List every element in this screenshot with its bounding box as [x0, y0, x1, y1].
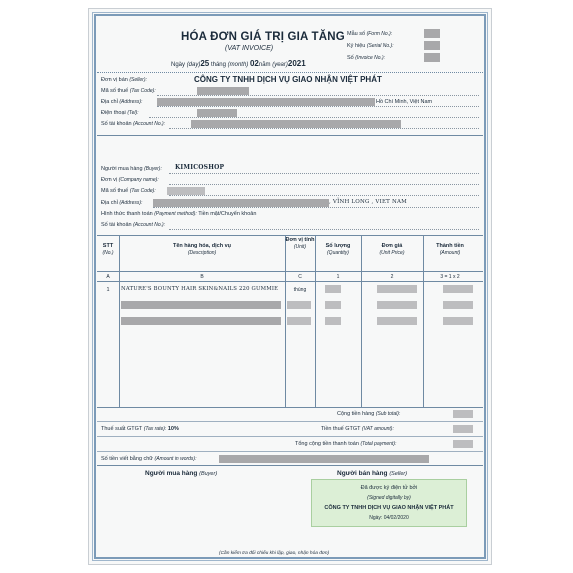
header-divider	[97, 72, 483, 73]
redacted-row1-qty	[325, 285, 341, 293]
date-month-label: tháng	[210, 62, 226, 68]
totals-divider	[97, 421, 483, 422]
idx-2: 2	[390, 274, 394, 280]
serial-no-label: Ký hiệu	[347, 43, 366, 49]
idx-a: A	[106, 274, 110, 280]
words-divider	[97, 465, 483, 466]
dotted-line	[149, 117, 479, 118]
date-month-en: (month)	[227, 62, 249, 68]
redacted-seller-tax	[197, 87, 249, 95]
redacted-row3-qty	[325, 317, 341, 325]
invoice-no-label: Số	[347, 55, 354, 61]
col-divider	[315, 235, 316, 407]
redacted-seller-phone	[197, 109, 237, 117]
redacted-row2-qty	[325, 301, 341, 309]
words-label: Số tiền viết bằng chữ (Amount in words):	[101, 456, 197, 462]
th-unit-price: Đơn giá (Unit Price)	[379, 243, 405, 256]
redacted-row2-amount	[443, 301, 473, 309]
redacted-row2-price	[377, 301, 417, 309]
invoice-title: HÓA ĐƠN GIÁ TRỊ GIA TĂNG	[181, 31, 345, 43]
redacted-seller-address	[157, 98, 375, 106]
date-day-en: (day)	[186, 62, 201, 68]
redacted-vat	[453, 425, 473, 433]
row1-unit: thùng	[293, 287, 307, 293]
redacted-row3-description	[121, 317, 281, 325]
buyer-tax-label: Mã số thuế (Tax Code):	[101, 188, 156, 194]
date-month-value: 02	[249, 59, 259, 68]
redacted-row2-unit	[287, 301, 311, 309]
redacted-buyer-tax	[167, 187, 205, 195]
date-day-label: Ngày	[171, 62, 186, 68]
dotted-line	[169, 195, 479, 196]
date-year-value: 2021	[287, 59, 306, 68]
th-quantity: Số lượng (Quantity)	[325, 243, 351, 256]
redacted-seller-account	[191, 120, 401, 128]
idx-c: C	[298, 274, 302, 280]
redacted-row3-price	[377, 317, 417, 325]
seller-account-label: Số tài khoản (Account No.):	[101, 121, 166, 127]
date-day-value: 25	[200, 59, 210, 68]
idx-1: 1	[336, 274, 340, 280]
seller-phone-label: Điện thoại (Tel):	[101, 110, 139, 116]
date-year-en: (year)	[272, 62, 288, 68]
dotted-line	[169, 229, 479, 230]
buyer-account-label: Số tài khoản (Account No.):	[101, 222, 166, 228]
tax-rate-label: Thuế suất GTGT (Tax rate): 10%	[101, 426, 179, 432]
seller-address-label: Địa chỉ (Address):	[101, 99, 143, 105]
invoice-no-en: (Invoice No.):	[355, 55, 385, 61]
redacted-buyer-address	[153, 199, 329, 207]
invoice-date	[171, 59, 306, 68]
buyer-address-label: Địa chỉ (Address):	[101, 200, 143, 206]
row1-description: NATURE'S BOUNTY HAIR SKIN&NAILS 220 GUMMIE	[121, 286, 279, 292]
dotted-line	[169, 173, 479, 174]
form-no-row	[347, 31, 392, 37]
digital-signature-box	[311, 479, 467, 527]
invoice-no-row	[347, 55, 385, 61]
signed-by-en: (Signed digitally by)	[367, 495, 411, 501]
th-description: Tên hàng hóa, dịch vụ (Description)	[172, 243, 232, 256]
buyer-value: KIMICOSHOP	[175, 164, 225, 171]
seller-unit-value: CÔNG TY TNHH DỊCH VỤ GIAO NHẬN VIỆT PHÁT	[194, 75, 382, 84]
redacted-row3-amount	[443, 317, 473, 325]
col-divider	[361, 235, 362, 407]
buyer-company-label: Đơn vị (Company name):	[101, 177, 159, 183]
seller-tax-label: Mã số thuế (Tax Code):	[101, 88, 156, 94]
th-amount: Thành tiền (Amount)	[436, 243, 464, 256]
redacted-subtotal	[453, 410, 473, 418]
buyer-label: Người mua hàng (Buyer):	[101, 166, 162, 172]
totals-divider	[97, 451, 483, 452]
table-header-bottom	[97, 271, 483, 272]
redacted-total	[453, 440, 473, 448]
dotted-line	[169, 128, 479, 129]
dotted-line	[157, 106, 479, 107]
signed-company: CÔNG TY TNHH DỊCH VỤ GIAO NHẬN VIỆT PHÁT	[324, 505, 454, 511]
seller-address-value: Hồ Chí Minh, Việt Nam	[376, 99, 433, 105]
signed-date: Ngày: 04/02/2020	[369, 515, 409, 521]
redacted-form-no	[424, 29, 440, 38]
footer-note: (Cần kiểm tra đối chiếu khi lập, giao, nhận hóa đơn)	[219, 551, 330, 556]
dotted-line	[169, 184, 479, 185]
signed-by-label: Đã được ký điện tử bởi	[360, 485, 418, 491]
redacted-serial-no	[424, 41, 440, 50]
vat-label: Tiền thuế GTGT (VAT amount):	[321, 426, 394, 432]
total-label: Tổng cộng tiền thanh toán (Total payment):	[295, 441, 397, 447]
redacted-row3-unit	[287, 317, 311, 325]
col-divider	[119, 235, 120, 407]
seller-unit-label: Đơn vị bán (Seller):	[101, 77, 147, 83]
table-index-bottom	[97, 281, 483, 282]
col-divider	[423, 235, 424, 407]
table-top	[97, 235, 483, 236]
buyer-address-value: , VĨNH LONG , VIET NAM	[329, 199, 408, 205]
redacted-row2-description	[121, 301, 281, 309]
table-bottom	[97, 407, 483, 408]
redacted-amount-words	[219, 455, 429, 463]
th-unit: Đơn vị tính (Unit)	[285, 237, 315, 250]
serial-no-en: (Serial No.):	[366, 43, 394, 49]
form-no-label: Mẫu số	[347, 31, 366, 37]
redacted-row1-price	[377, 285, 417, 293]
invoice-subtitle: (VAT INVOICE)	[225, 45, 274, 52]
dotted-line	[157, 95, 479, 96]
totals-divider	[97, 436, 483, 437]
idx-b: B	[200, 274, 204, 280]
seller-signature-label: Người bán hàng (Seller)	[337, 470, 408, 477]
invoice-sheet	[88, 8, 492, 565]
form-no-en: (Form No.):	[366, 31, 393, 37]
seller-divider	[97, 135, 483, 136]
dotted-line	[153, 207, 479, 208]
buyer-signature-label: Người mua hàng (Buyer)	[145, 470, 218, 477]
row1-no: 1	[106, 287, 110, 293]
serial-no-row	[347, 43, 394, 49]
idx-3: 3 = 1 x 2	[440, 274, 460, 280]
date-year-label: năm	[258, 62, 271, 68]
subtotal-label: Cộng tiền hàng (Sub total):	[337, 411, 401, 417]
buyer-payment-label: Hình thức thanh toán (Payment method): Tiền mặt/Chuyển khoản	[101, 211, 257, 217]
redacted-row1-amount	[443, 285, 473, 293]
redacted-invoice-no	[424, 53, 440, 62]
col-divider	[285, 235, 286, 407]
th-no: STT (No.)	[102, 243, 114, 256]
